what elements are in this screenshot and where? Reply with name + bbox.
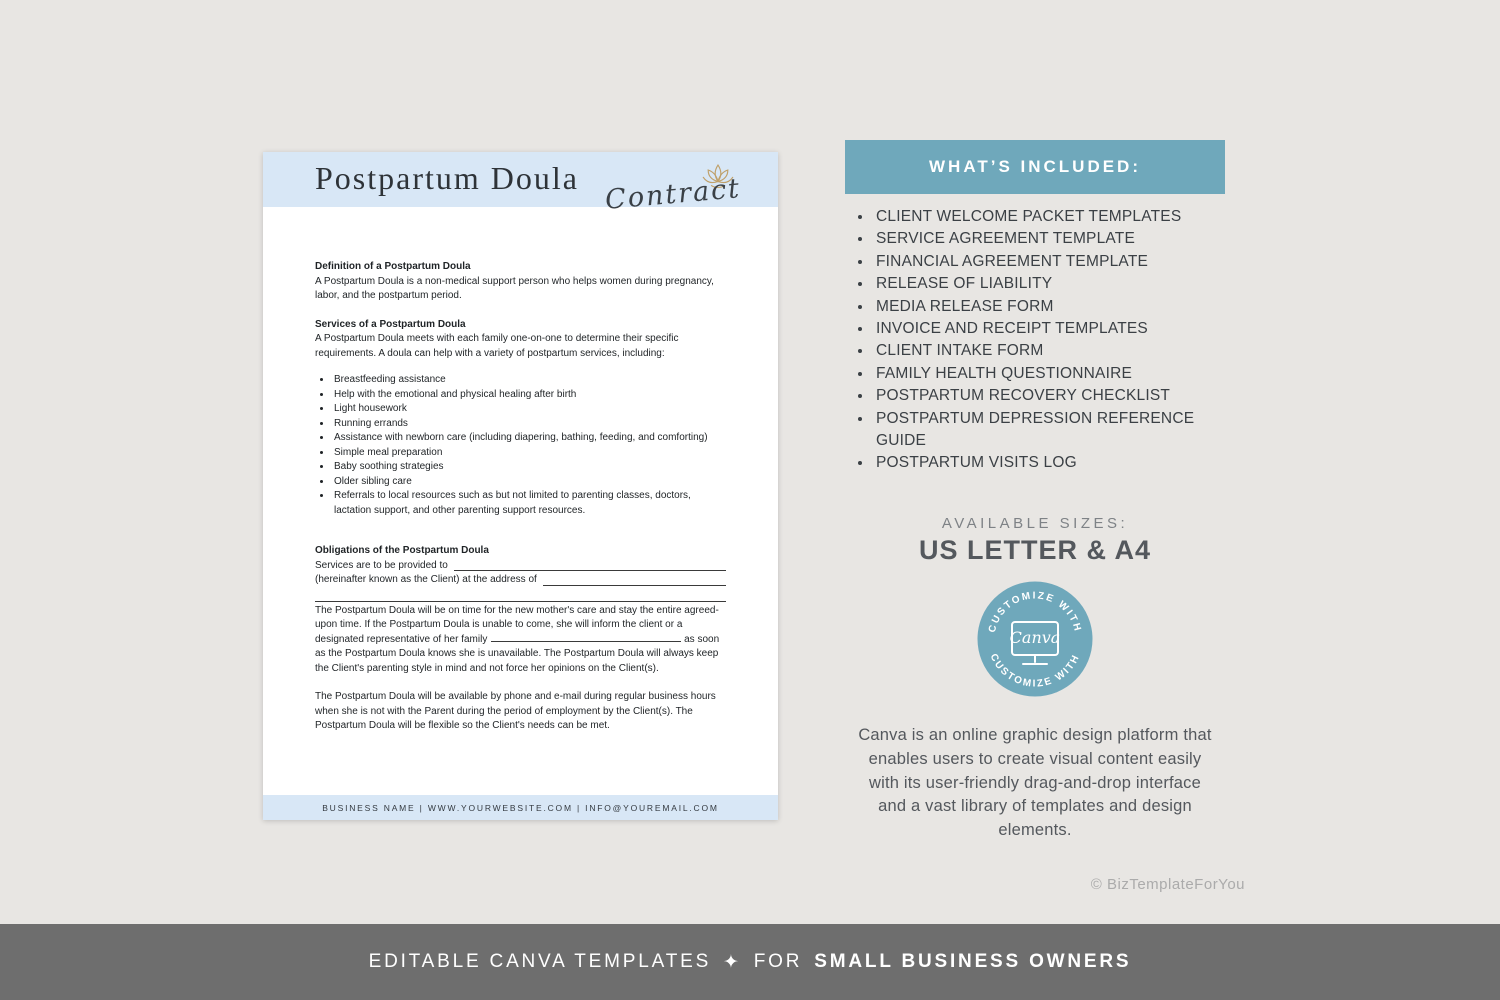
obligations-paragraph-2: The Postpartum Doula will be available by phone and e-mail during regular business hours when she is not with the Parent during the period of employment by the Client(s). The Postpartum Doula will be flexible so the Client's needs can be met. <box>315 691 716 731</box>
available-sizes-value: US LETTER & A4 <box>918 535 1152 565</box>
whats-included-header <box>845 140 1225 194</box>
included-item: • POSTPARTUM VISITS LOG <box>873 452 1229 474</box>
section-services <box>315 318 726 519</box>
document-body <box>315 260 726 734</box>
whats-included-title: WHAT’S INCLUDED: <box>929 157 1141 176</box>
banner-text-bold: SMALL BUSINESS OWNERS <box>814 951 1132 972</box>
definition-body: A Postpartum Doula is a non-medical support person who helps women during pregnancy, labor, and the postpartum period. <box>315 275 714 301</box>
section-heading-obligations: Obligations of the Postpartum Doula <box>315 545 489 556</box>
fill-in-line <box>543 584 726 586</box>
client-address-row <box>315 573 726 588</box>
service-bullet-item: • Older sibling care <box>332 475 726 490</box>
banner-text-mid: FOR <box>753 951 803 972</box>
included-item: • SERVICE AGREEMENT TEMPLATE <box>873 228 1229 250</box>
business-contact-line: BUSINESS NAME | WWW.YOURWEBSITE.COM | INFO@YOUREMAIL.COM <box>322 802 719 813</box>
sparkle-icon: ✦ <box>723 951 742 973</box>
section-obligations <box>315 544 726 734</box>
obligations-para1-before: The Postpartum Doula will be on time for the new mother's care and stay the entire agreed-upon time. If the Postpartum Doula is unable to come, she will inform the client or a designated representative of her family <box>315 604 719 645</box>
banner-text-left: EDITABLE CANVA TEMPLATES <box>368 951 712 972</box>
included-item: • POSTPARTUM DEPRESSION REFERENCE GUIDE <box>873 408 1229 453</box>
obligations-paragraph-1 <box>315 604 726 677</box>
obligations-para1-after: as soon as the Postpartum Doula knows she is unavailable. The Postpartum Doula will always keep the Client's parenting style in mind and not force her opinions on the Client(s). <box>315 633 720 674</box>
client-address-label: (hereinafter known as the Client) at the address of <box>315 574 537 585</box>
fill-in-line-inline <box>491 633 681 642</box>
canva-logo-text: Canva <box>1009 628 1061 647</box>
provided-to-label: Services are to be provided to <box>315 559 448 571</box>
document-subtitle-script: Contract <box>603 173 743 216</box>
footer-banner <box>0 924 1500 1000</box>
available-sizes-label: AVAILABLE SIZES: <box>941 515 1129 532</box>
service-bullet-item: • Referrals to local resources such as but not limited to parenting classes, doctors, lactation support, and other parenting support resources. <box>332 489 726 518</box>
included-items-list <box>857 206 1229 475</box>
service-bullet-item: • Help with the emotional and physical healing after birth <box>332 388 726 403</box>
watermark-text: BizTemplateForYou <box>1106 876 1245 893</box>
canva-description: Canva is an online graphic design platform that enables users to create visual content easily with its user-friendly drag-and-drop interface and a vast library of templates and design elements. <box>858 726 1212 840</box>
contract-preview-page <box>263 152 778 820</box>
fill-in-line <box>454 569 726 571</box>
included-item: • MEDIA RELEASE FORM <box>873 296 1229 318</box>
included-item: • FINANCIAL AGREEMENT TEMPLATE <box>873 251 1229 273</box>
service-bullet-item: • Running errands <box>332 417 726 432</box>
services-intro: A Postpartum Doula meets with each family one-on-one to determine their specific requirements. A doula can help with a variety of postpartum services, including: <box>315 333 679 359</box>
service-bullet-item: • Breastfeeding assistance <box>332 373 726 388</box>
service-bullet-item: • Light housework <box>332 402 726 417</box>
watermark-credit <box>845 876 1245 893</box>
customize-arc-bottom: CUSTOMIZE WITH <box>987 652 1083 690</box>
included-item: • RELEASE OF LIABILITY <box>873 273 1229 295</box>
service-bullet-item: • Assistance with newborn care (including diapering, bathing, feeding, and comforting) <box>332 431 726 446</box>
copyright-icon: © <box>1090 876 1103 893</box>
included-item: • FAMILY HEALTH QUESTIONNAIRE <box>873 363 1229 385</box>
included-item: • INVOICE AND RECEIPT TEMPLATES <box>873 318 1229 340</box>
service-bullet-item: • Simple meal preparation <box>332 446 726 461</box>
services-bullet-list <box>315 373 726 518</box>
provided-to-row <box>315 559 726 574</box>
fill-in-line-full <box>315 588 726 602</box>
canva-badge-wrap <box>845 580 1225 698</box>
service-bullet-item: • Baby soothing strategies <box>332 460 726 475</box>
included-item: • CLIENT INTAKE FORM <box>873 340 1229 362</box>
customize-arc-top: CUSTOMIZE WITH <box>986 590 1084 634</box>
canva-badge <box>976 580 1094 698</box>
section-heading-services: Services of a Postpartum Doula <box>315 318 466 330</box>
section-definition <box>315 260 726 304</box>
document-title: Postpartum Doula <box>315 160 579 196</box>
included-item: • CLIENT WELCOME PACKET TEMPLATES <box>873 206 1229 228</box>
document-footer-band <box>263 795 778 820</box>
included-item: • POSTPARTUM RECOVERY CHECKLIST <box>873 385 1229 407</box>
section-heading-definition: Definition of a Postpartum Doula <box>315 261 471 272</box>
